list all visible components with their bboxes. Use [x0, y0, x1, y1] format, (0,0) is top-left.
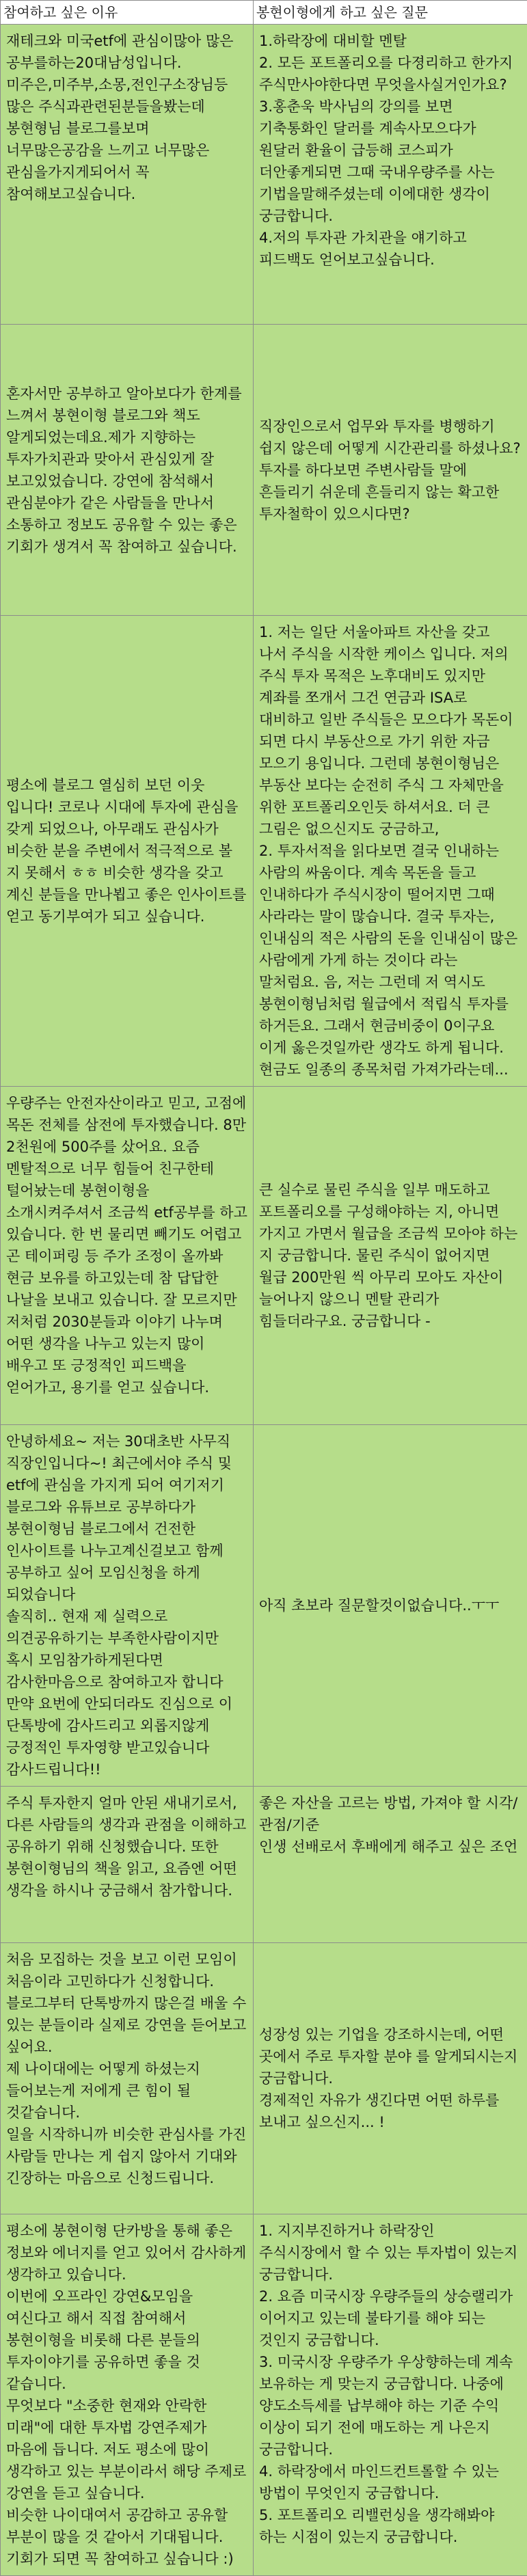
reason-cell: 평소에 봉현이형 단카방을 통해 좋은 정보와 에너지를 얻고 있어서 감사하게 생각하고 있습니다. 이번에 오프라인 강연&모임을 여신다고 해서 직접 참여해서 봉현이형을 비롯해 다른 분들의 투자이야기를 공유하면 좋을 것 같습니다. 무엇보다 "소중한 현재와 안락한 미래"에 대한 투자법 강연주제가 마음에 듭니다. 저도 평소에 많이 생각하고 있는 부분이라서 해당 주제로 강연을 듣고 싶습니다. 비슷한 나이대여서 공감하고 공유할 부분이 많을 것 같아서 기대됩니다. 기회가 되면 꼭 참여하고 싶습니다 :)	[1, 2214, 254, 2576]
table-row	[1, 1087, 527, 1425]
question-cell: 직장인으로서 업무와 투자를 병행하기 쉽지 않은데 어떻게 시간관리를 하셨나요? 투자를 하다보면 주변사람들 말에 흔들리기 쉬운데 흔들리지 않는 확고한 투자철학이 있으시다면?	[254, 325, 527, 616]
column-header-reason: 참여하고 싶은 이유	[1, 1, 254, 25]
table-row	[1, 616, 527, 1087]
table-row	[1, 1943, 527, 2214]
reason-cell: 주식 투자한지 얼마 안된 새내기로서, 다른 사람들의 생각과 관점을 이해하고 공유하기 위해 신청했습니다. 또한 봉현이형님의 책을 읽고, 요즘엔 어떤 생각을 하시나 궁금해서 참가합니다.	[1, 1787, 254, 1943]
reason-cell: 우량주는 안전자산이라고 믿고, 고점에 목돈 전체를 삼전에 투자했습니다. 8만 2천원에 500주를 샀어요. 요즘 멘탈적으로 너무 힘들어 친구한테 털어놨는데 봉현이형을 소개시켜주셔서 조금씩 etf공부를 하고 있습니다. 한 번 물리면 빼기도 어렵고 곤 테이퍼링 등 주가 조정이 올까봐 현금 보유를 하고있는데 참 답답한 나날을 보내고 있습니다. 잘 모르지만 저처럼 2030분들과 이야기 나누며 어떤 생각을 나누고 있는지 많이 배우고 또 긍정적인 피드백을 얻어가고, 용기를 얻고 싶습니다.	[1, 1087, 254, 1425]
table-row	[1, 325, 527, 616]
question-cell: 성장성 있는 기업을 강조하시는데, 어떤 곳에서 주로 투자할 분야 를 알게되시는지 궁금합니다. 경제적인 자유가 생긴다면 어떤 하루를 보내고 싶으신지... !	[254, 1943, 527, 2214]
column-header-question: 봉현이형에게 하고 싶은 질문	[254, 1, 527, 25]
question-cell: 아직 초보라 질문할것이없습니다..ㅜㅜ	[254, 1425, 527, 1787]
question-cell: 1. 저는 일단 서울아파트 자산을 갖고 나서 주식을 시작한 케이스 입니다. 저의 주식 투자 목적은 노후대비도 있지만 계좌를 쪼개서 그건 연금과 ISA로 대비하고 일반 주식들은 모으다가 목돈이 되면 다시 부동산으로 가기 위한 자금 모으기 용입니다. 그런데 봉현이형님은 부동산 보다는 순전히 주식 그 자체만을 위한 포트폴리오인듯 하셔서요. 더 큰 그림은 없으신지도 궁금하고, 2. 투자서적을 읽다보면 결국 인내하는 사람의 싸움이다. 계속 목돈을 들고 인내하다가 주식시장이 떨어지면 그때 사라라는 말이 많습니다. 결국 투자는, 인내심의 적은 사람의 돈을 인내심이 많은 사람에게 가게 하는 것이다 라는 말처럼요. 음, 저는 그런데 저 역시도 봉현이형님처럼 월급에서 적립식 투자를 하거든요. 그래서 현금비중이 0이구요 이게 옳은것일까란 생각도 하게 됩니다. 현금도 일종의 종목처럼 가져가라는데...	[254, 616, 527, 1087]
reason-cell: 처음 모집하는 것을 보고 이런 모임이 처음이라 고민하다가 신청합니다. 블로그부터 단톡방까지 많은걸 배울 수 있는 분들이라 실제로 강연을 듣어보고 싶어요. 제 나이대에는 어떻게 하셨는지 들어보는게 저에게 큰 힘이 될 것같습니다. 일을 시작하니까 비슷한 관심사를 가진 사람들 만나는 게 쉽지 않아서 기대와 긴장하는 마음으로 신청드립니다.	[1, 1943, 254, 2214]
header-row	[1, 1, 527, 25]
reason-cell: 평소에 블로그 열심히 보던 이웃 입니다! 코로나 시대에 투자에 관심을 갖게 되었으나, 아무래도 관심사가 비슷한 분을 주변에서 적극적으로 볼 지 못해서 ㅎㅎ 비슷한 생각을 갖고 계신 분들을 만나뵙고 좋은 인사이트를 얻고 동기부여가 되고 싶습니다.	[1, 616, 254, 1087]
question-cell: 1. 지지부진하거나 하락장인 주식시장에서 할 수 있는 투자법이 있는지 궁금합니다. 2. 요즘 미국시장 우량주들의 상승랠리가 이어지고 있는데 불타기를 해야 되는 것인지 궁금합니다. 3. 미국시장 우량주가 우상향하는데 계속 보유하는 게 맞는지 궁금합니다. 나중에 양도소득세를 납부해야 하는 기준 수익 이상이 되기 전에 매도하는 게 나은지 궁금합니다. 4. 하락장에서 마인드컨트롤할 수 있는 방법이 무엇인지 궁금합니다. 5. 포트폴리오 리밸런싱을 생각해봐야 하는 시점이 있는지 궁금합니다.	[254, 2214, 527, 2576]
reason-cell: 재테크와 미국etf에 관심이많아 많은 공부를하는20대남성입니다. 미주은,미주부,소몽,전인구소장님등 많은 주식과관련된분들을봤는데 봉현형님 블로그를보며 너무많은공감을 느끼고 너무많은 관심을가지게되어서 꼭 참여해보고싶습니다.	[1, 25, 254, 325]
reason-cell: 혼자서만 공부하고 알아보다가 한계를 느껴서 봉현이형 블로그와 책도 알게되었는데요.제가 지향하는 투자가치관과 맞아서 관심있게 잘 보고있었습니다. 강연에 참석해서 관심분야가 같은 사람들을 만나서 소통하고 정보도 공유할 수 있는 좋은 기회가 생겨서 꼭 참여하고 싶습니다.	[1, 325, 254, 616]
table-row	[1, 1425, 527, 1787]
table-row	[1, 2214, 527, 2576]
question-cell: 큰 실수로 물린 주식을 일부 매도하고 포트폴리오를 구성해야하는 지, 아니면 가지고 가면서 월급을 조금씩 모아야 하는 지 궁금합니다. 물린 주식이 없어지면 월급 200만원 씩 아무리 모아도 자산이 늘어나지 않으니 멘탈 관리가 힘들더라구요. 궁금합니다 -	[254, 1087, 527, 1425]
table-row	[1, 1787, 527, 1943]
reason-cell: 안녕하세요~ 저는 30대초반 사무직 직장인입니다~! 최근에서야 주식 및 etf에 관심을 가지게 되어 여기저기 블로그와 유튜브로 공부하다가 봉현이형님 블로그에서 건전한 인사이트를 나누고계신걸보고 함께 공부하고 싶어 모임신청을 하게 되었습니다 솔직히.. 현재 제 실력으로 의견공유하기는 부족한사람이지만 혹시 모임참가하게된다면 감사한마음으로 참여하고자 합니다 만약 요번에 안되더라도 진심으로 이 단톡방에 감사드리고 외롭지않게 긍정적인 투자영향 받고있습니다 감사드립니다!!	[1, 1425, 254, 1787]
table-row	[1, 25, 527, 325]
question-cell: 1.하락장에 대비할 멘탈 2. 모든 포트폴리오를 다졍리하고 한가지 주식만사야한다면 무엇을사실거인가요? 3.홍춘욱 박사님의 강의를 보면 기축통화인 달러를 계속사모으다가 원달러 환율이 급등해 코스피가 더안좋게되면 그때 국내우량주를 사는 기법을말해주셨는데 이에대한 생각이 궁금합니다. 4.저의 투자관 가치관을 얘기하고 피드백도 얻어보고싶습니다.	[254, 25, 527, 325]
question-cell: 좋은 자산을 고르는 방법, 가져야 할 시각/관점/기준 인생 선배로서 후배에게 해주고 싶은 조언	[254, 1787, 527, 1943]
